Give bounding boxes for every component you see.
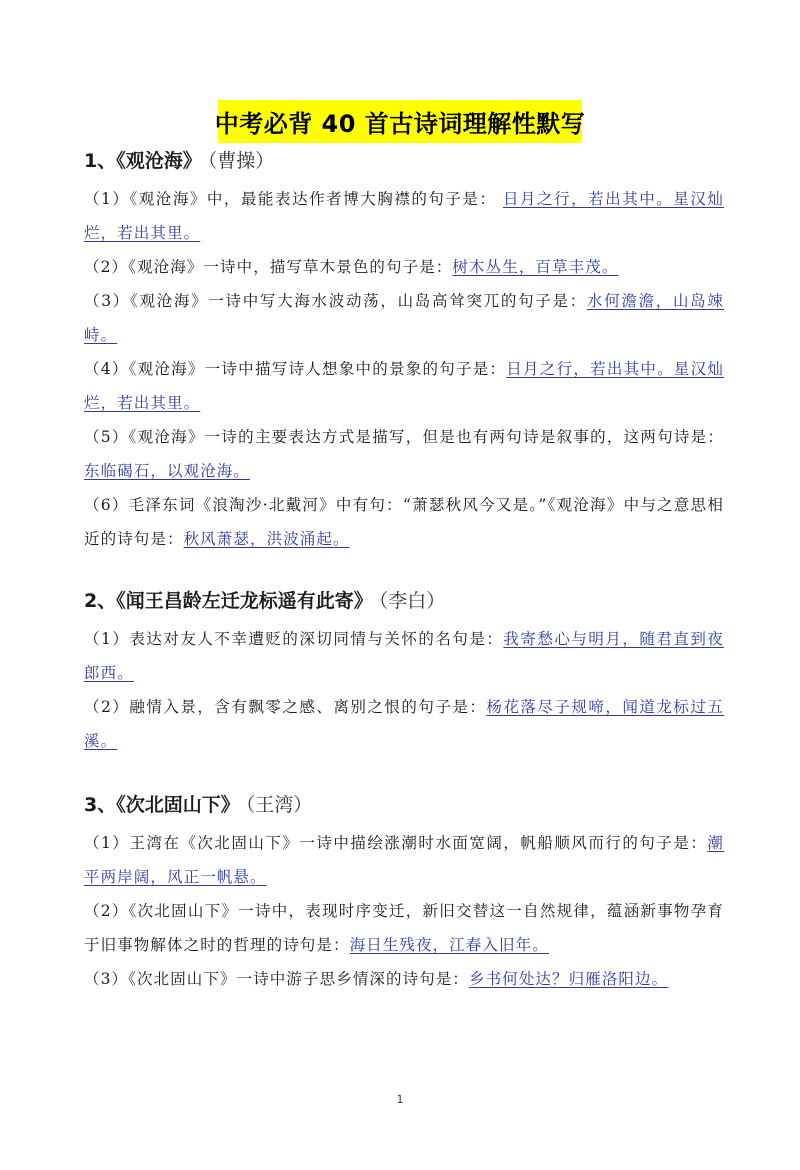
question <box>84 420 724 488</box>
question-prompt: （2）《观沧海》一诗中，描写草木景色的句子是： <box>84 258 453 276</box>
question-answer: 我寄愁心与明月，随君直到夜郎西。 <box>84 630 724 682</box>
poem-author: （李白） <box>378 590 446 612</box>
question <box>84 250 724 284</box>
question-prompt: （4）《观沧海》一诗中描写诗人想象中的景象的句子是： <box>84 360 507 378</box>
question-prompt: （1）王湾在《次北固山下》一诗中描绘涨潮时水面宽阔，帆船顺风而行的句子是： <box>84 834 708 852</box>
poem-title: 《闻王昌龄左迁龙标遥有此寄》 <box>116 590 373 612</box>
question-answer: 潮平两岸阔，风正一帆悬。 <box>84 834 724 886</box>
question-prompt: （1）表达对友人不幸遭贬的深切同情与关怀的名句是： <box>84 630 504 648</box>
question-prompt: （2）融情入景，含有飘零之感、离别之恨的句子是： <box>84 698 487 716</box>
question-prompt: （2）《次北固山下》一诗中，表现时序变迁，新旧交替这一自然规律，蕴涵新事物孕育于旧事物解体之时的哲理的诗句是： <box>84 902 724 954</box>
question-answer: 乡书何处达？归雁洛阳边。 <box>469 970 669 988</box>
question <box>84 352 724 420</box>
poem-author: （曹操） <box>207 150 275 172</box>
question <box>84 182 724 250</box>
section-2 <box>84 584 724 758</box>
poem-title: 《次北固山下》 <box>116 794 240 816</box>
section-heading <box>84 584 724 618</box>
section-number: 1、 <box>84 150 117 172</box>
question-prompt: （6）毛泽东词《浪淘沙·北戴河》中有句：“萧瑟秋风今又是。”《观沧海》中与之意思相近的诗句是： <box>84 496 724 548</box>
question <box>84 894 724 962</box>
question <box>84 284 724 352</box>
question-answer: 树木丛生，百草丰茂。 <box>452 258 619 276</box>
page-number: 1 <box>396 1093 404 1106</box>
title-highlight <box>214 100 586 143</box>
page-title: 中考必背 40 首古诗词理解性默写 <box>214 110 586 138</box>
question <box>84 826 724 894</box>
question <box>84 622 724 690</box>
section-number: 3、 <box>84 794 117 816</box>
question-prompt: （5）《观沧海》一诗的主要表达方式是描写，但是也有两句诗是叙事的，这两句诗是： <box>84 428 724 446</box>
question-prompt: （1）《观沧海》中，最能表达作者博大胸襟的句子是： <box>84 190 497 208</box>
question-answer: 日月之行，若出其中。星汉灿烂，若出其里。 <box>84 360 724 412</box>
question-answer: 水何澹澹，山岛竦峙。 <box>84 292 724 344</box>
question <box>84 488 724 556</box>
question-answer: 秋风萧瑟，洪波涌起。 <box>183 530 350 548</box>
question-prompt: （3）《次北固山下》一诗中游子思乡情深的诗句是： <box>84 970 470 988</box>
question-prompt: （3）《观沧海》一诗中写大海水波动荡，山岛高耸突兀的句子是： <box>84 292 587 310</box>
question-answer: 东临碣石，以观沧海。 <box>84 462 251 480</box>
section-heading <box>84 144 724 178</box>
question <box>84 690 724 758</box>
section-3 <box>84 788 724 996</box>
question-answer: 海日生残夜，江春入旧年。 <box>349 936 549 954</box>
question <box>84 962 724 996</box>
poem-title: 《观沧海》 <box>116 150 202 172</box>
poem-author: （王湾） <box>245 794 313 816</box>
question-answer: 日月之行，若出其中。星汉灿烂，若出其里。 <box>84 190 724 242</box>
question-answer: 杨花落尽子规啼，闻道龙标过五溪。 <box>84 698 725 750</box>
section-1 <box>84 144 724 556</box>
section-heading <box>84 788 724 822</box>
section-number: 2、 <box>84 590 117 612</box>
